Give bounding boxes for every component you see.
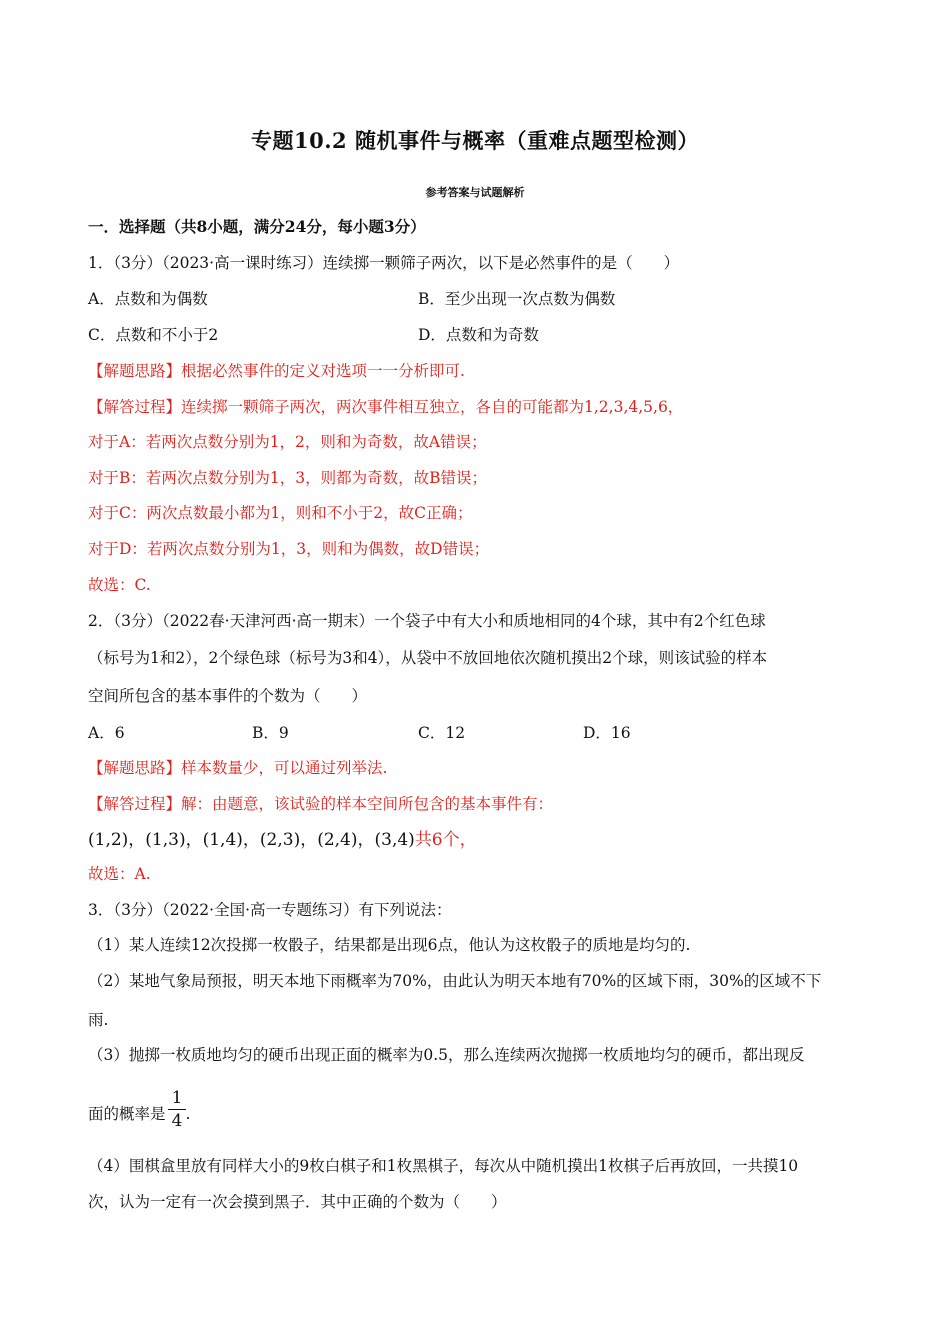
q3-fraction (168, 1088, 186, 1131)
q2-answer: 故选：A. (88, 865, 151, 883)
q3-statement-1: （1）某人连续12次投掷一枚骰子，结果都是出现6点，他认为这枚骰子的质地是均匀的. (88, 936, 691, 954)
q1-answer: 故选：C. (88, 576, 151, 594)
q3-stem: 3．（3分）（2022·全国·高一专题练习）有下列说法： (88, 901, 452, 919)
q2-events-line (88, 825, 477, 850)
q1-analysis-d: 对于D：若两次点数分别为1，3，则和为偶数，故D错误； (88, 540, 490, 558)
q3-s3-suffix: . (185, 1105, 191, 1123)
q2-option-a: A．6 (88, 724, 125, 742)
q2-stem-line2: （标号为1和2），2个绿色球（标号为3和4），从袋中不放回地依次随机摸出2个球，则该试验的样本 (88, 649, 768, 667)
q3-statement-4-line2: 次，认为一定有一次会摸到黑子．其中正确的个数为（ ） (88, 1193, 507, 1211)
q1-process: 【解答过程】连续掷一颗筛子两次，两次事件相互独立，各自的可能都为1,2,3,4,5,6， (88, 398, 684, 416)
q1-option-c: C．点数和不小于2 (88, 326, 219, 344)
fraction-bar (168, 1109, 186, 1110)
q2-idea: 【解题思路】样本数量少，可以通过列举法. (88, 759, 388, 777)
q2-option-c: C．12 (418, 724, 466, 742)
q2-option-d: D．16 (583, 724, 631, 742)
q3-statement-3-line1: （3）抛掷一枚质地均匀的硬币出现正面的概率为0.5，那么连续两次抛掷一枚质地均匀的硬币，都出现反 (88, 1046, 805, 1064)
q2-stem-line1: 2．（3分）（2022春·天津河西·高一期末）一个袋子中有大小和质地相同的4个球，其中有2个红色球 (88, 612, 766, 630)
page-subtitle: 参考答案与试题解析 (425, 186, 525, 199)
q2-process: 【解答过程】解：由题意，该试验的样本空间所包含的基本事件有： (88, 795, 554, 813)
q1-analysis-a: 对于A：若两次点数分别为1，2，则和为奇数，故A错误； (88, 433, 487, 451)
q3-statement-4-line1: （4）围棋盒里放有同样大小的9枚白棋子和1枚黑棋子，每次从中随机摸出1枚棋子后再放回，一共摸10 (88, 1157, 799, 1175)
fraction-numerator: 1 (171, 1088, 183, 1108)
q1-analysis-b: 对于B：若两次点数分别为1，3，则都为奇数，故B错误； (88, 469, 488, 487)
q1-stem: 1．（3分）（2023·高一课时练习）连续掷一颗筛子两次，以下是必然事件的是（ ） (88, 254, 680, 272)
q2-option-b: B．9 (252, 724, 289, 742)
q3-statement-2-line2: 雨. (88, 1011, 109, 1029)
section-heading: 一．选择题（共8小题，满分24分，每小题3分） (88, 217, 426, 236)
q1-idea: 【解题思路】根据必然事件的定义对选项一一分析即可. (88, 362, 465, 380)
q3-s3-prefix: 面的概率是 (88, 1105, 166, 1123)
fraction-denominator: 4 (171, 1111, 183, 1131)
q2-stem-line3: 空间所包含的基本事件的个数为（ ） (88, 687, 368, 705)
q1-analysis-c: 对于C：两次点数最小都为1，则和不小于2，故C正确； (88, 504, 473, 522)
q3-statement-2-line1: （2）某地气象局预报，明天本地下雨概率为70%，由此认为明天本地有70%的区域下雨，30%的区域不下 (88, 972, 822, 990)
q1-option-a: A．点数和为偶数 (88, 290, 208, 308)
q1-option-d: D．点数和为奇数 (418, 326, 539, 344)
q2-events-suffix: 共6个， (414, 830, 477, 850)
q2-events: (1,2)，(1,3)，(1,4)，(2,3)，(2,4)，(3,4) (88, 830, 415, 850)
page-title: 专题10.2 随机事件与概率（重难点题型检测） (251, 128, 699, 153)
q1-option-b: B．至少出现一次点数为偶数 (418, 290, 616, 308)
